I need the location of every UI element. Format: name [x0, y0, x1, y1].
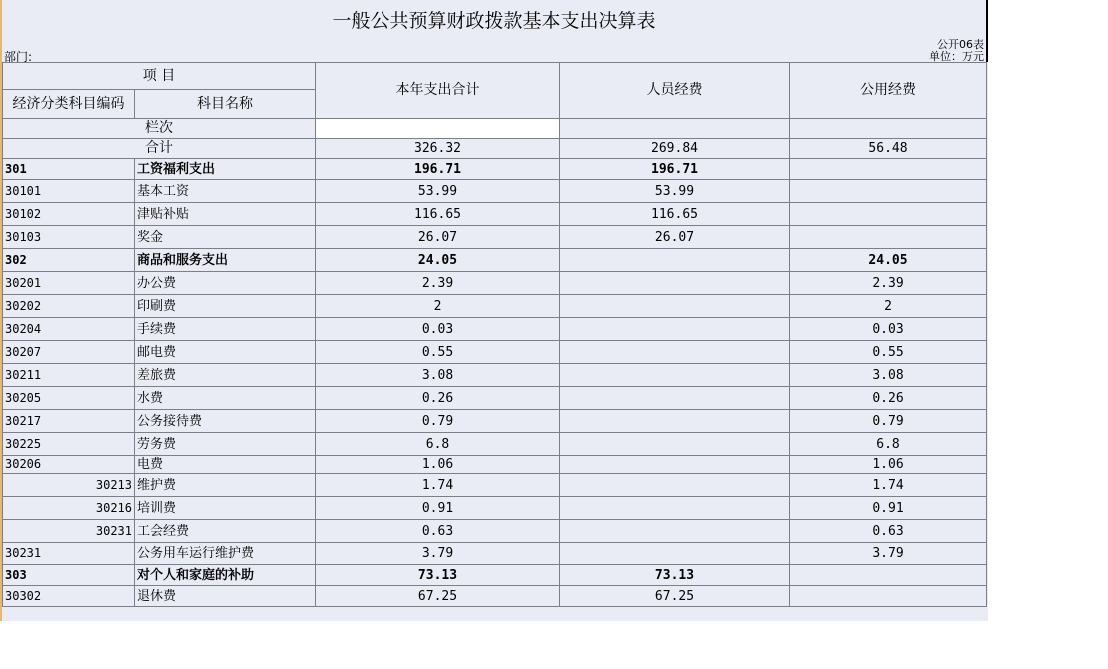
sum-personnel[interactable]: 269.84 [560, 139, 790, 159]
row-public-cell[interactable] [790, 180, 987, 203]
column-index-cell[interactable] [560, 119, 790, 139]
row-name-cell[interactable]: 对个人和家庭的补助 [135, 565, 316, 586]
column-index-cell[interactable] [790, 119, 987, 139]
row-public-cell[interactable]: 3.08 [790, 364, 987, 387]
table-row [3, 520, 987, 543]
row-personnel-cell[interactable]: 26.07 [560, 226, 790, 249]
row-total-cell[interactable]: 0.55 [316, 341, 560, 364]
row-code-cell[interactable]: 30201 [3, 272, 135, 295]
table-row [3, 226, 987, 249]
unit-label: 单位：万元 [929, 50, 984, 63]
row-code-cell[interactable]: 30103 [3, 226, 135, 249]
row-name-cell[interactable]: 差旅费 [135, 364, 316, 387]
row-name-cell[interactable]: 奖金 [135, 226, 316, 249]
header-public: 公用经费 [790, 63, 987, 119]
row-code-cell[interactable]: 30231 [3, 543, 135, 565]
row-personnel-cell[interactable] [560, 387, 790, 410]
table-row [3, 387, 987, 410]
row-total-cell[interactable]: 6.8 [316, 433, 560, 456]
table-row [3, 249, 987, 272]
row-code-cell[interactable]: 30211 [3, 364, 135, 387]
row-personnel-cell[interactable] [560, 456, 790, 474]
row-code-cell[interactable]: 30302 [3, 586, 135, 607]
row-personnel-cell[interactable] [560, 364, 790, 387]
table-row [3, 203, 987, 226]
row-public-cell[interactable]: 0.03 [790, 318, 987, 341]
row-total-cell[interactable]: 0.03 [316, 318, 560, 341]
row-total-cell[interactable]: 116.65 [316, 203, 560, 226]
table-row [3, 543, 987, 565]
row-name-cell[interactable]: 退休费 [135, 586, 316, 607]
row-public-cell[interactable]: 0.79 [790, 410, 987, 433]
row-public-cell[interactable]: 0.26 [790, 387, 987, 410]
row-name-cell[interactable]: 津贴补贴 [135, 203, 316, 226]
department-label: 部门: [4, 50, 33, 64]
row-public-cell[interactable]: 0.63 [790, 520, 987, 543]
sum-total[interactable]: 326.32 [316, 139, 560, 159]
row-code-cell[interactable]: 30213 [3, 474, 135, 497]
row-code-cell[interactable]: 30231 [3, 520, 135, 543]
row-code-cell[interactable]: 30102 [3, 203, 135, 226]
row-personnel-cell[interactable]: 116.65 [560, 203, 790, 226]
row-total-cell[interactable]: 53.99 [316, 180, 560, 203]
row-public-cell[interactable]: 3.79 [790, 543, 987, 565]
table-row [3, 474, 987, 497]
header-item-group: 项 目 [3, 63, 316, 90]
row-total-cell[interactable]: 0.91 [316, 497, 560, 520]
row-public-cell[interactable] [790, 159, 987, 180]
row-total-cell[interactable]: 24.05 [316, 249, 560, 272]
row-total-cell[interactable]: 0.26 [316, 387, 560, 410]
table-row [3, 565, 987, 586]
row-total-cell[interactable]: 73.13 [316, 565, 560, 586]
row-public-cell[interactable] [790, 226, 987, 249]
row-name-cell[interactable]: 邮电费 [135, 341, 316, 364]
row-public-cell[interactable] [790, 203, 987, 226]
table-row [3, 341, 987, 364]
row-personnel-cell[interactable] [560, 295, 790, 318]
row-public-cell[interactable]: 24.05 [790, 249, 987, 272]
row-name-cell[interactable]: 劳务费 [135, 433, 316, 456]
row-name-cell[interactable]: 商品和服务支出 [135, 249, 316, 272]
row-total-cell[interactable]: 2 [316, 295, 560, 318]
row-personnel-cell[interactable] [560, 543, 790, 565]
row-public-cell[interactable]: 1.74 [790, 474, 987, 497]
header-personnel: 人员经费 [560, 63, 790, 119]
row-public-cell[interactable]: 1.06 [790, 456, 987, 474]
row-total-cell[interactable]: 3.08 [316, 364, 560, 387]
row-name-cell[interactable]: 印刷费 [135, 295, 316, 318]
row-total-cell[interactable]: 0.79 [316, 410, 560, 433]
table-row [3, 272, 987, 295]
row-code-cell[interactable]: 301 [3, 159, 135, 180]
table-row [3, 433, 987, 456]
row-personnel-cell[interactable] [560, 433, 790, 456]
table-row [3, 295, 987, 318]
expenditure-table [2, 62, 987, 607]
row-personnel-cell[interactable] [560, 341, 790, 364]
table-row [3, 159, 987, 180]
row-total-cell[interactable]: 3.79 [316, 543, 560, 565]
row-code-cell[interactable]: 302 [3, 249, 135, 272]
report-title: 一般公共预算财政拨款基本支出决算表 [332, 10, 656, 32]
row-name-cell[interactable]: 培训费 [135, 497, 316, 520]
row-total-cell[interactable]: 0.63 [316, 520, 560, 543]
row-code-cell[interactable]: 30101 [3, 180, 135, 203]
row-total-cell[interactable]: 1.74 [316, 474, 560, 497]
table-row [3, 497, 987, 520]
row-public-cell[interactable]: 6.8 [790, 433, 987, 456]
row-code-cell[interactable]: 30225 [3, 433, 135, 456]
row-code-cell[interactable]: 30202 [3, 295, 135, 318]
table-row [3, 318, 987, 341]
row-code-cell[interactable]: 30207 [3, 341, 135, 364]
row-public-cell[interactable] [790, 565, 987, 586]
form-number: 公开06表 [937, 38, 984, 51]
row-personnel-cell[interactable] [560, 318, 790, 341]
row-public-cell[interactable]: 0.55 [790, 341, 987, 364]
table-row [3, 364, 987, 387]
table-row [3, 180, 987, 203]
row-personnel-cell[interactable]: 196.71 [560, 159, 790, 180]
row-total-cell[interactable]: 2.39 [316, 272, 560, 295]
table-row [3, 456, 987, 474]
row-name-cell[interactable]: 工资福利支出 [135, 159, 316, 180]
row-personnel-cell[interactable]: 73.13 [560, 565, 790, 586]
row-total-cell[interactable]: 67.25 [316, 586, 560, 607]
row-total-cell[interactable]: 196.71 [316, 159, 560, 180]
header-name: 科目名称 [135, 90, 316, 119]
header-total: 本年支出合计 [316, 63, 560, 119]
column-index-cell[interactable] [316, 119, 560, 139]
row-personnel-cell[interactable] [560, 520, 790, 543]
row-personnel-cell[interactable] [560, 249, 790, 272]
row-name-cell[interactable]: 公务接待费 [135, 410, 316, 433]
row-personnel-cell[interactable] [560, 272, 790, 295]
row-code-cell[interactable]: 30205 [3, 387, 135, 410]
row-name-cell[interactable]: 工会经费 [135, 520, 316, 543]
row-code-cell[interactable]: 30217 [3, 410, 135, 433]
row-public-cell[interactable]: 2 [790, 295, 987, 318]
row-public-cell[interactable]: 2.39 [790, 272, 987, 295]
row-public-cell[interactable] [790, 586, 987, 607]
row-code-cell[interactable]: 303 [3, 565, 135, 586]
row-name-cell[interactable]: 水费 [135, 387, 316, 410]
row-code-cell[interactable]: 30206 [3, 456, 135, 474]
row-name-cell[interactable]: 基本工资 [135, 180, 316, 203]
row-name-cell[interactable]: 维护费 [135, 474, 316, 497]
row-public-cell[interactable]: 0.91 [790, 497, 987, 520]
row-name-cell[interactable]: 手续费 [135, 318, 316, 341]
row-personnel-cell[interactable]: 53.99 [560, 180, 790, 203]
row-name-cell[interactable]: 公务用车运行维护费 [135, 543, 316, 565]
row-code-cell[interactable]: 30204 [3, 318, 135, 341]
row-total-cell[interactable]: 1.06 [316, 456, 560, 474]
table-row [3, 586, 987, 607]
row-name-cell[interactable]: 电费 [135, 456, 316, 474]
row-name-cell[interactable]: 办公费 [135, 272, 316, 295]
row-personnel-cell[interactable] [560, 497, 790, 520]
row-personnel-cell[interactable] [560, 474, 790, 497]
row-code-cell[interactable]: 30216 [3, 497, 135, 520]
header-code: 经济分类科目编码 [3, 90, 135, 119]
sum-label: 合计 [3, 139, 316, 159]
column-index-label: 栏次 [3, 119, 316, 139]
sum-public[interactable]: 56.48 [790, 139, 987, 159]
row-total-cell[interactable]: 26.07 [316, 226, 560, 249]
table-row [3, 410, 987, 433]
row-personnel-cell[interactable]: 67.25 [560, 586, 790, 607]
row-personnel-cell[interactable] [560, 410, 790, 433]
